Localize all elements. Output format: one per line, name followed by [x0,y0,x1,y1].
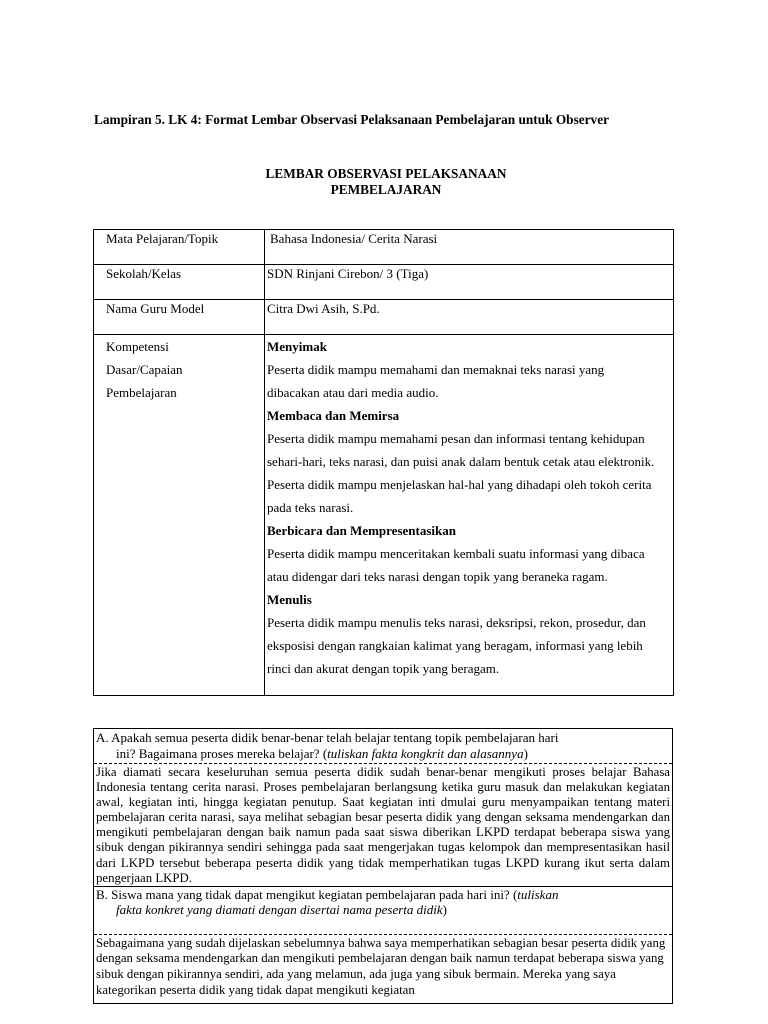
question-a [94,729,672,764]
info-table [93,229,674,696]
section-title: Menyimak [267,339,327,354]
section-line: dibacakan atau dari media audio. [267,385,439,400]
question-a-close: ) [523,745,528,761]
section-line: pada teks narasi. [267,500,354,515]
info-row-school [94,265,674,300]
info-value-cell [265,300,674,335]
section-title: Membaca dan Memirsa [267,408,400,423]
competency-label-line: Kompetensi [106,339,169,354]
section-line: Peserta didik mampu memahami pesan dan informasi tentang kehidupan [267,431,645,446]
competency-value [265,335,674,696]
section-line: eksposisi dengan rangkaian kalimat yang beragam, informasi yang lebih [267,638,643,653]
info-value-cell [265,265,674,300]
section-line: atau didengar dari teks narasi dengan topik yang beraneka ragam. [267,569,608,584]
competency-label-line: Pembelajaran [106,385,177,400]
question-b-line-1 [96,887,670,903]
answer-b: Sebagaimana yang sudah dijelaskan sebelumnya bahwa saya memperhatikan sebagian besar peserta didik yang dengan seksama mendengarkan dan mengikuti pembelajaran dengan baik namun terdapat beberapa siswa yang sibuk dengan pikirannya sendiri, ada yang melamun, ada juga yang sibuk bermain. Mereka yang saya kategorikan peserta didik yang tidak dapat mengikuti kegiatan [96,935,666,997]
section-line: Peserta didik mampu memahami dan memaknai teks narasi yang [267,362,605,377]
question-a-line-2 [96,746,670,762]
section-title: Berbicara dan Mempresentasikan [267,523,456,538]
question-b-close: ) [442,902,447,918]
info-label-cell [94,300,265,335]
teacher-value: Citra Dwi Asih, S.Pd. [267,301,380,316]
info-row-competency [94,335,674,696]
question-a-line-1: A. Apakah semua peserta didik benar-benar telah belajar tentang topik pembelajaran hari [96,730,559,745]
competency-label [94,335,265,696]
info-label-cell [94,265,265,300]
school-label: Sekolah/Kelas [106,266,182,281]
section-line: rinci dan akurat dengan topik yang beragam. [267,661,500,676]
subject-label: Mata Pelajaran/Topik [106,231,219,246]
question-a-text: ini? Bagaimana proses mereka belajar? ( [116,745,328,761]
question-b-text: B. Siswa mana yang tidak dapat mengikut kegiatan pembelajaran pada hari ini? ( [96,886,518,902]
section-line: sehari-hari, teks narasi, dan puisi anak dalam bentuk cetak atau elektronik. [267,454,655,469]
question-a-hint: tuliskan fakta kongkrit dan alasannya [327,745,524,761]
question-b-line-2 [96,902,670,918]
section-line: Peserta didik mampu menjelaskan hal-hal yang dihadapi oleh tokoh cerita [267,477,652,492]
subject-value: Bahasa Indonesia/ Cerita Narasi [270,231,438,246]
teacher-label: Nama Guru Model [106,301,205,316]
info-value-cell [265,230,674,265]
question-b [94,886,672,935]
section-title: Menulis [267,592,312,607]
title-line-2: PEMBELAJARAN [330,181,442,197]
info-label-cell [94,230,265,265]
section-line: Peserta didik mampu menulis teks narasi, deksripsi, rekon, prosedur, dan [267,615,646,630]
observation-questions [93,728,673,1004]
info-row-subject [94,230,674,265]
answer-a: Jika diamati secara keseluruhan semua peserta didik sudah benar-benar mengikuti proses belajar Bahasa Indonesia tentang cerita narasi. Proses pembelajaran berlangsung ketika guru masuk dan melakukan kegiatan awal, kegiatan inti, hingga kegiatan penutup. Saat kegiatan inti dmulai guru menyampaikan tentang materi pembelajaran cerita narasi, saya melihat sebagian besar peserta didik yang dengan seksama mendengarkan dan mengikuti pembelajaran dengan baik namun pada saat siswa diberikan LKPD terdapat beberapa siswa yang sibuk dengan pikirannya sendiri sehingga pada saat mengerjakan tugas kelompok dan mempresentasikan hasil dari LKPD tersebut beberapa peserta didik yang tidak memperhatikan tugas LKPD kurang ikut serta dalam pengerjaan LKPD. [96,765,670,885]
school-value: SDN Rinjani Cirebon/ 3 (Tiga) [267,266,429,281]
info-row-teacher [94,300,674,335]
section-line: Peserta didik mampu menceritakan kembali suatu informasi yang dibaca [267,546,645,561]
question-b-hint-start: tuliskan [517,886,559,902]
document-title [0,166,768,197]
competency-label-line: Dasar/Capaian [106,362,183,377]
document-heading: Lampiran 5. LK 4: Format Lembar Observasi Pelaksanaan Pembelajaran untuk Observer [94,112,610,127]
question-b-hint: fakta konkret yang diamati dengan disertai nama peserta didik [116,902,443,918]
title-line-1: LEMBAR OBSERVASI PELAKSANAAN [265,166,507,181]
